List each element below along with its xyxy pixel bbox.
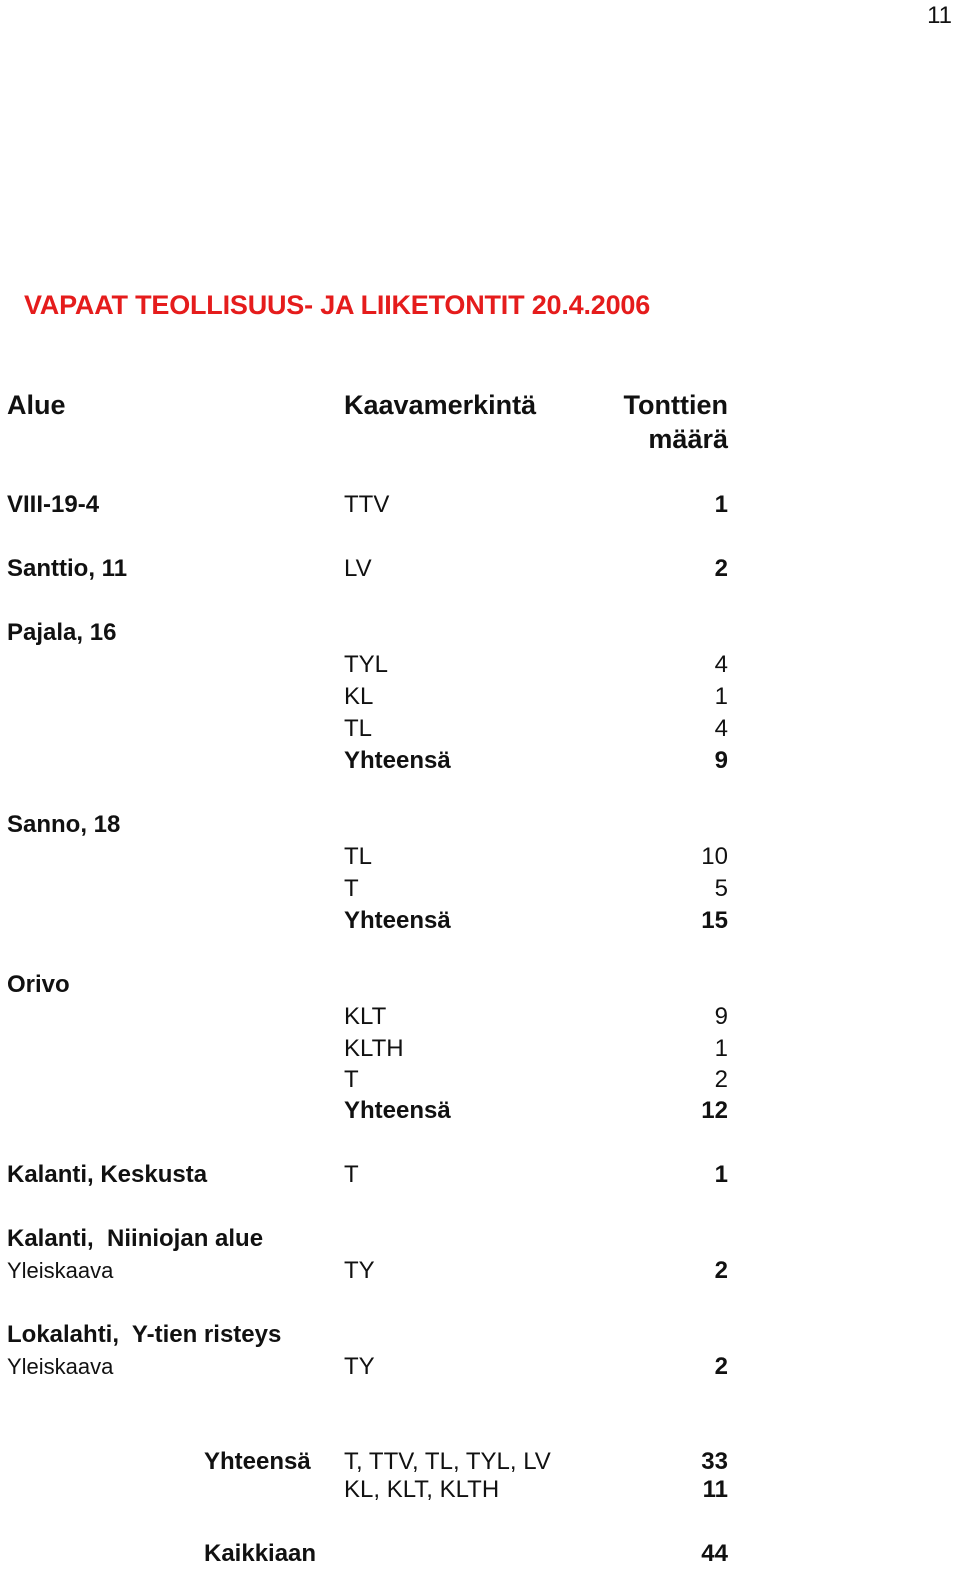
code-label: LV bbox=[344, 555, 372, 582]
summary-codes-1: T, TTV, TL, TYL, LV bbox=[344, 1448, 551, 1475]
grand-total-value: 44 bbox=[701, 1540, 728, 1567]
area-label: Lokalahti, Y-tien risteys bbox=[7, 1321, 282, 1348]
count-value: 2 bbox=[714, 1257, 728, 1284]
subtotal-label: Yhteensä bbox=[344, 907, 451, 934]
count-value: 2 bbox=[714, 1066, 728, 1093]
header-alue: Alue bbox=[7, 390, 66, 420]
code-label: KLT bbox=[344, 1003, 387, 1030]
summary-count-1: 33 bbox=[701, 1448, 728, 1475]
code-label: T bbox=[344, 1161, 359, 1188]
count-value: 4 bbox=[714, 715, 728, 742]
header-kaavamerkinta: Kaavamerkintä bbox=[344, 390, 537, 420]
count-value: 2 bbox=[714, 555, 728, 582]
count-value: 1 bbox=[714, 1161, 728, 1188]
code-label: TL bbox=[344, 843, 373, 870]
code-label: KLTH bbox=[344, 1035, 404, 1062]
code-label: TTV bbox=[344, 491, 390, 518]
count-value: 1 bbox=[714, 1035, 728, 1062]
count-value: 1 bbox=[714, 491, 728, 518]
code-label: TY bbox=[344, 1353, 375, 1380]
header-tonttien: Tonttien bbox=[623, 390, 728, 420]
subtotal-label: Yhteensä bbox=[344, 747, 451, 774]
code-label: T bbox=[344, 1066, 359, 1093]
code-label: TL bbox=[344, 715, 373, 742]
summary-codes-2: KL, KLT, KLTH bbox=[344, 1476, 500, 1503]
summary-label: Yhteensä bbox=[204, 1448, 311, 1475]
area-label: Santtio, 11 bbox=[7, 555, 128, 582]
page-number: 11 bbox=[927, 2, 952, 29]
code-label: TYL bbox=[344, 651, 389, 678]
area-label: Kalanti, Keskusta bbox=[7, 1161, 208, 1188]
count-value: 4 bbox=[714, 651, 728, 678]
area-label: Pajala, 16 bbox=[7, 619, 117, 646]
code-label: KL bbox=[344, 683, 374, 710]
grand-total-label: Kaikkiaan bbox=[204, 1540, 317, 1567]
code-label: T bbox=[344, 875, 359, 902]
code-label: TY bbox=[344, 1257, 375, 1284]
document-title: VAPAAT TEOLLISUUS- JA LIIKETONTIT 20.4.2006 bbox=[24, 290, 651, 320]
subtotal-value: 9 bbox=[714, 747, 728, 774]
count-value: 5 bbox=[714, 875, 728, 902]
area-label: Orivo bbox=[7, 971, 70, 998]
subtotal-value: 12 bbox=[701, 1097, 728, 1124]
header-maara: määrä bbox=[648, 424, 728, 454]
area-label: VIII-19-4 bbox=[7, 491, 100, 518]
count-value: 2 bbox=[714, 1353, 728, 1380]
area-label: Kalanti, Niiniojan alue bbox=[7, 1225, 264, 1252]
area-sublabel: Yleiskaava bbox=[7, 1354, 114, 1379]
subtotal-label: Yhteensä bbox=[344, 1097, 451, 1124]
area-label: Sanno, 18 bbox=[7, 811, 121, 838]
count-value: 9 bbox=[714, 1003, 728, 1030]
count-value: 10 bbox=[701, 843, 728, 870]
summary-count-2: 11 bbox=[702, 1476, 728, 1503]
area-sublabel: Yleiskaava bbox=[7, 1258, 114, 1283]
subtotal-value: 15 bbox=[701, 907, 728, 934]
count-value: 1 bbox=[714, 683, 728, 710]
